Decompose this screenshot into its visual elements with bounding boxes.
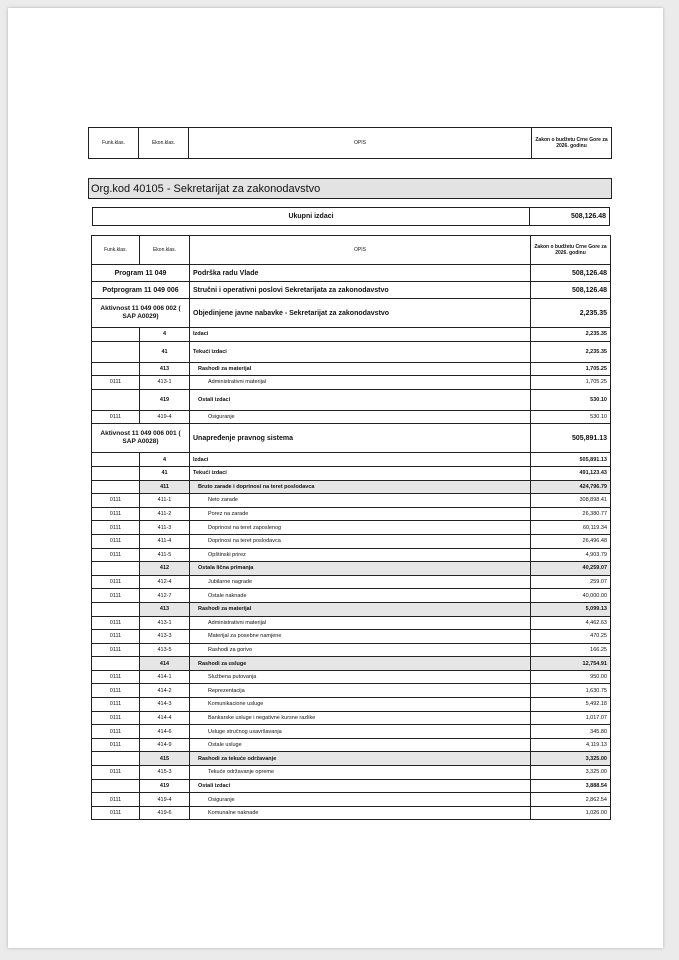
top-header-table — [88, 127, 612, 159]
ekon-klas-cell: 413 — [140, 602, 190, 616]
row-description: Izdaci — [190, 453, 531, 467]
header-opis: OPIS — [189, 128, 532, 159]
ekon-klas-cell: 4 — [140, 328, 190, 342]
funk-klas-cell: 0111 — [92, 521, 140, 535]
ekon-klas-cell: 412-7 — [140, 589, 190, 603]
budget-header-row — [92, 236, 611, 265]
funk-klas-cell: 0111 — [92, 684, 140, 698]
header-zakon: Zakon o budžetu Crne Gore za 2026. godinu — [532, 128, 612, 159]
row-amount: 259.07 — [531, 575, 611, 589]
table-row — [92, 670, 611, 684]
row-amount: 308,898.41 — [531, 494, 611, 508]
row-description: Jubilarne nagrade — [190, 575, 531, 589]
table-row — [92, 265, 611, 282]
program-code: Potprogram 11 049 006 — [92, 282, 190, 299]
ekon-klas-cell: 412-4 — [140, 575, 190, 589]
row-description: Reprezentacija — [190, 684, 531, 698]
row-amount: 40,259.07 — [531, 562, 611, 576]
funk-klas-cell: 0111 — [92, 507, 140, 521]
row-description: Administrativni materijal — [190, 376, 531, 390]
table-row — [92, 806, 611, 820]
row-amount: 26,380.77 — [531, 507, 611, 521]
row-amount: 491,123.43 — [531, 466, 611, 480]
funk-klas-cell — [92, 362, 140, 376]
ekon-klas-cell: 411-3 — [140, 521, 190, 535]
row-amount: 2,862.54 — [531, 793, 611, 807]
ekon-klas-cell: 414 — [140, 657, 190, 671]
table-row — [92, 684, 611, 698]
table-row — [92, 494, 611, 508]
funk-klas-cell — [92, 562, 140, 576]
funk-klas-cell — [92, 341, 140, 362]
header-zakon: Zakon o budžetu Crne Gore za 2026. godinu — [531, 236, 611, 265]
ekon-klas-cell: 41 — [140, 466, 190, 480]
row-description: Podrška radu Vlade — [190, 265, 531, 282]
row-description: Tekući izdaci — [190, 466, 531, 480]
header-opis: OPIS — [190, 236, 531, 265]
table-row — [92, 589, 611, 603]
table-row — [92, 657, 611, 671]
table-row — [92, 711, 611, 725]
row-amount: 505,891.13 — [531, 424, 611, 453]
funk-klas-cell — [92, 466, 140, 480]
funk-klas-cell: 0111 — [92, 589, 140, 603]
funk-klas-cell: 0111 — [92, 711, 140, 725]
table-row — [92, 480, 611, 494]
row-amount: 1,705.25 — [531, 376, 611, 390]
row-description: Ostala lična primanja — [190, 562, 531, 576]
table-row — [92, 562, 611, 576]
ekon-klas-cell: 419-6 — [140, 806, 190, 820]
funk-klas-cell — [92, 453, 140, 467]
funk-klas-cell — [92, 602, 140, 616]
row-description: Doprinosi na teret poslodavca — [190, 534, 531, 548]
ekon-klas-cell: 413 — [140, 362, 190, 376]
row-description: Ostale usluge — [190, 738, 531, 752]
program-code: Program 11 049 — [92, 265, 190, 282]
header-funk-klas: Funk.klas. — [89, 128, 139, 159]
table-row — [92, 341, 611, 362]
row-amount: 4,462.63 — [531, 616, 611, 630]
row-amount: 345.80 — [531, 725, 611, 739]
ekon-klas-cell: 414-6 — [140, 725, 190, 739]
header-ekon-klas: Ekon.klas. — [139, 128, 189, 159]
row-description: Rashodi za gorivo — [190, 643, 531, 657]
org-title: Org.kod 40105 - Sekretarijat za zakonodavstvo — [88, 178, 612, 199]
ekon-klas-cell: 411-1 — [140, 494, 190, 508]
row-description: Usluge stručnog usavršavanja — [190, 725, 531, 739]
ekon-klas-cell: 413-5 — [140, 643, 190, 657]
row-description: Rashodi za usluge — [190, 657, 531, 671]
row-amount: 1,630.75 — [531, 684, 611, 698]
row-amount: 3,888.54 — [531, 779, 611, 793]
row-amount: 508,126.48 — [531, 265, 611, 282]
ekon-klas-cell: 413-1 — [140, 616, 190, 630]
funk-klas-cell: 0111 — [92, 494, 140, 508]
row-description: Porez na zarade — [190, 507, 531, 521]
funk-klas-cell: 0111 — [92, 725, 140, 739]
table-row — [92, 602, 611, 616]
table-row — [92, 521, 611, 535]
ekon-klas-cell: 415 — [140, 752, 190, 766]
row-description: Objedinjene javne nabavke - Sekretarijat za zakonodavstvo — [190, 299, 531, 328]
row-amount: 26,496.48 — [531, 534, 611, 548]
funk-klas-cell: 0111 — [92, 534, 140, 548]
row-description: Ostale naknade — [190, 589, 531, 603]
table-row — [92, 299, 611, 328]
funk-klas-cell: 0111 — [92, 643, 140, 657]
row-amount: 1,026.00 — [531, 806, 611, 820]
row-amount: 4,119.13 — [531, 738, 611, 752]
ekon-klas-cell: 414-3 — [140, 698, 190, 712]
funk-klas-cell — [92, 657, 140, 671]
budget-table — [91, 235, 611, 820]
row-description: Komunalne naknade — [190, 806, 531, 820]
table-row — [92, 752, 611, 766]
row-amount: 950.00 — [531, 670, 611, 684]
table-row — [92, 793, 611, 807]
ekon-klas-cell: 419-4 — [140, 410, 190, 424]
row-description: Izdaci — [190, 328, 531, 342]
table-row — [92, 282, 611, 299]
table-row — [92, 725, 611, 739]
row-amount: 5,492.18 — [531, 698, 611, 712]
row-description: Materijal za posebne namjene — [190, 630, 531, 644]
ekon-klas-cell: 413-1 — [140, 376, 190, 390]
table-row — [92, 424, 611, 453]
funk-klas-cell — [92, 328, 140, 342]
row-description: Ostali izdaci — [190, 779, 531, 793]
ekon-klas-cell: 414-4 — [140, 711, 190, 725]
funk-klas-cell — [92, 779, 140, 793]
row-amount: 60,119.34 — [531, 521, 611, 535]
row-description: Tekuće održavanje opreme — [190, 766, 531, 780]
funk-klas-cell: 0111 — [92, 410, 140, 424]
funk-klas-cell: 0111 — [92, 575, 140, 589]
funk-klas-cell: 0111 — [92, 376, 140, 390]
row-amount: 166.25 — [531, 643, 611, 657]
header-ekon-klas: Ekon.klas. — [140, 236, 190, 265]
funk-klas-cell: 0111 — [92, 670, 140, 684]
row-amount: 3,325.00 — [531, 752, 611, 766]
row-description: Tekući izdaci — [190, 341, 531, 362]
funk-klas-cell: 0111 — [92, 793, 140, 807]
ekon-klas-cell: 411-4 — [140, 534, 190, 548]
table-row — [92, 466, 611, 480]
table-row — [92, 410, 611, 424]
row-amount: 505,891.13 — [531, 453, 611, 467]
row-amount: 530.10 — [531, 410, 611, 424]
table-row — [92, 376, 611, 390]
row-amount: 5,099.13 — [531, 602, 611, 616]
funk-klas-cell: 0111 — [92, 738, 140, 752]
row-amount: 470.25 — [531, 630, 611, 644]
funk-klas-cell: 0111 — [92, 630, 140, 644]
funk-klas-cell — [92, 752, 140, 766]
total-value: 508,126.48 — [530, 208, 610, 226]
funk-klas-cell: 0111 — [92, 766, 140, 780]
table-row — [92, 362, 611, 376]
ekon-klas-cell: 414-9 — [140, 738, 190, 752]
ekon-klas-cell: 411 — [140, 480, 190, 494]
row-amount: 3,325.00 — [531, 766, 611, 780]
funk-klas-cell — [92, 389, 140, 410]
funk-klas-cell: 0111 — [92, 548, 140, 562]
table-row — [92, 766, 611, 780]
row-description: Osiguranje — [190, 793, 531, 807]
table-row — [92, 738, 611, 752]
row-description: Rashodi za materijal — [190, 362, 531, 376]
row-amount: 40,000.00 — [531, 589, 611, 603]
table-row — [92, 328, 611, 342]
row-description: Administrativni materijal — [190, 616, 531, 630]
row-description: Bruto zarade i doprinosi na teret poslodavca — [190, 480, 531, 494]
ekon-klas-cell: 413-3 — [140, 630, 190, 644]
table-row — [92, 453, 611, 467]
ekon-klas-cell: 4 — [140, 453, 190, 467]
program-code: Aktivnost 11 049 006 001 ( SAP A0028) — [92, 424, 190, 453]
row-amount: 530.10 — [531, 389, 611, 410]
funk-klas-cell: 0111 — [92, 698, 140, 712]
ekon-klas-cell: 419 — [140, 389, 190, 410]
row-description: Bankarske usluge i negativne kursne razlike — [190, 711, 531, 725]
ekon-klas-cell: 419-4 — [140, 793, 190, 807]
program-code: Aktivnost 11 049 006 002 ( SAP A0029) — [92, 299, 190, 328]
funk-klas-cell — [92, 480, 140, 494]
row-amount: 2,235.35 — [531, 299, 611, 328]
ekon-klas-cell: 41 — [140, 341, 190, 362]
ekon-klas-cell: 415-3 — [140, 766, 190, 780]
ekon-klas-cell: 414-2 — [140, 684, 190, 698]
row-amount: 424,796.79 — [531, 480, 611, 494]
table-row — [92, 534, 611, 548]
row-amount: 508,126.48 — [531, 282, 611, 299]
table-row — [92, 548, 611, 562]
row-description: Neto zarade — [190, 494, 531, 508]
ekon-klas-cell: 411-2 — [140, 507, 190, 521]
row-description: Rashodi za materijal — [190, 602, 531, 616]
ekon-klas-cell: 414-1 — [140, 670, 190, 684]
ekon-klas-cell: 411-5 — [140, 548, 190, 562]
total-table — [92, 207, 610, 226]
funk-klas-cell: 0111 — [92, 806, 140, 820]
row-description: Ostali izdaci — [190, 389, 531, 410]
row-description: Opštinski prirez — [190, 548, 531, 562]
row-amount: 2,235.35 — [531, 341, 611, 362]
ekon-klas-cell: 412 — [140, 562, 190, 576]
row-description: Stručni i operativni poslovi Sekretarijata za zakonodavstvo — [190, 282, 531, 299]
header-funk-klas: Funk.klas. — [92, 236, 140, 265]
row-amount: 1,017.07 — [531, 711, 611, 725]
table-row — [92, 630, 611, 644]
row-description: Unapređenje pravnog sistema — [190, 424, 531, 453]
table-row — [92, 507, 611, 521]
row-description: Doprinosi na teret zaposlenog — [190, 521, 531, 535]
row-amount: 12,754.91 — [531, 657, 611, 671]
total-label: Ukupni izdaci — [93, 208, 530, 226]
ekon-klas-cell: 419 — [140, 779, 190, 793]
table-row — [92, 616, 611, 630]
row-amount: 2,235.35 — [531, 328, 611, 342]
funk-klas-cell: 0111 — [92, 616, 140, 630]
table-row — [92, 575, 611, 589]
table-row — [92, 698, 611, 712]
row-description: Službena putovanja — [190, 670, 531, 684]
row-description: Rashodi za tekuće održavanje — [190, 752, 531, 766]
document-page — [8, 8, 663, 948]
row-description: Komunikacione usluge — [190, 698, 531, 712]
row-amount: 4,903.79 — [531, 548, 611, 562]
table-row — [92, 779, 611, 793]
table-row — [92, 643, 611, 657]
row-description: Osiguranje — [190, 410, 531, 424]
row-amount: 1,705.25 — [531, 362, 611, 376]
table-row — [92, 389, 611, 410]
